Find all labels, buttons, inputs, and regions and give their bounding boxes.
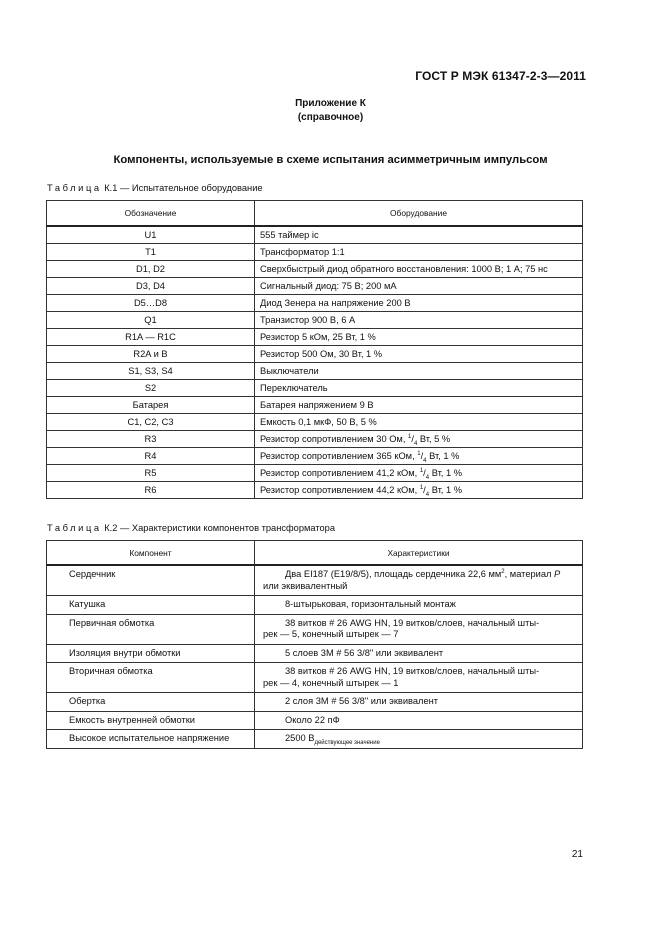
- table-row: [47, 693, 583, 712]
- transformer-components-table: [46, 540, 583, 749]
- core-text-c: или эквивалентный: [263, 580, 348, 591]
- table2-caption-label: Таблица: [47, 523, 102, 533]
- table-row: [47, 380, 583, 397]
- component-cell: Первичная обмотка: [47, 614, 255, 644]
- table-row-voltage: [47, 730, 583, 749]
- column-header-designation: Обозначение: [47, 201, 255, 227]
- component-cell: Изоляция внутри обмотки: [47, 644, 255, 663]
- table2-caption-text: К.2 — Характеристики компонентов трансформатора: [104, 523, 336, 533]
- table-row: [47, 448, 583, 465]
- equipment-cell: Выключатели: [255, 363, 583, 380]
- equipment-cell: Резистор сопротивлением 30 Ом, $^1/_4$ Вт, 5 %: [255, 431, 583, 448]
- designation-cell: R6: [47, 482, 255, 499]
- test-equipment-table: [46, 200, 583, 499]
- characteristics-cell: [255, 614, 583, 644]
- designation-cell: D1, D2: [47, 261, 255, 278]
- characteristics-line-1: 5 слоев 3М # 56 3/8" или эквивалент: [285, 647, 444, 658]
- fraction-denominator: 4: [425, 491, 430, 498]
- characteristics-line-1: 2 слоя 3М # 56 3/8" или эквивалент: [285, 696, 439, 706]
- characteristics-line-1: 8-штырьковая, горизонтальный монтаж: [285, 599, 456, 609]
- table2-caption: [47, 523, 335, 533]
- core-material: P: [554, 569, 561, 579]
- component-cell: Обертка: [47, 693, 255, 712]
- characteristics-line-1: 38 витков # 26 AWG HN, 19 витков/слоев, начальный шты-: [285, 617, 540, 628]
- table-row: [47, 329, 583, 346]
- equipment-cell: Емкость 0,1 мкФ, 50 В, 5 %: [255, 414, 583, 431]
- voltage-value: 2500 В: [285, 733, 315, 743]
- equipment-cell: Диод Зенера на напряжение 200 В: [255, 295, 583, 312]
- annex-title: Приложение К: [295, 98, 366, 109]
- table-row: [47, 663, 583, 693]
- characteristics-cell: [255, 596, 583, 615]
- resistor-text: Резистор сопротивлением 44,2 кОм,: [260, 485, 420, 495]
- fraction-denominator: 4: [423, 457, 427, 464]
- table-row: [47, 261, 583, 278]
- equipment-cell: Резистор сопротивлением 365 кОм, $^1/_4$ Вт, 1 %: [255, 448, 583, 465]
- table-row: [47, 482, 583, 499]
- annex-type: (справочное): [297, 112, 364, 123]
- table-row: [47, 465, 583, 482]
- resistor-tail: Вт, 1 %: [426, 451, 460, 461]
- core-superscript: 2: [501, 568, 505, 575]
- table-header-row: [47, 201, 583, 227]
- resistor-tail: Вт, 1 %: [429, 485, 462, 495]
- equipment-cell: Резистор 5 кОм, 25 Вт, 1 %: [255, 329, 583, 346]
- designation-cell: R5: [47, 465, 255, 482]
- column-header-component: Компонент: [47, 541, 255, 566]
- designation-cell: R3: [47, 431, 255, 448]
- fraction-numerator: 1: [419, 467, 424, 474]
- table-row: [47, 414, 583, 431]
- component-cell: Высокое испытательное напряжение: [47, 730, 255, 749]
- equipment-cell: Резистор сопротивлением 44,2 кОм, $^1/_4$ Вт, 1 %: [255, 482, 583, 499]
- characteristics-cell: [255, 711, 583, 730]
- table-row-core: [47, 565, 583, 596]
- fraction-numerator: 1: [408, 433, 412, 440]
- fraction-denominator: 4: [425, 474, 430, 481]
- equipment-cell: Резистор сопротивлением 41,2 кОм, $^1/_4$ Вт, 1 %: [255, 465, 583, 482]
- characteristics-cell: [255, 565, 583, 596]
- characteristics-line-1: 38 витков # 26 AWG HN, 19 витков/слоев, начальный шты-: [285, 666, 540, 676]
- designation-cell: S2: [47, 380, 255, 397]
- table-row: [47, 644, 583, 663]
- table-row: [47, 614, 583, 644]
- table-row: [47, 244, 583, 261]
- component-cell: Катушка: [47, 596, 255, 615]
- designation-cell: D5…D8: [47, 295, 255, 312]
- designation-cell: C1, C2, C3: [47, 414, 255, 431]
- component-cell: Вторичная обмотка: [47, 663, 255, 693]
- resistor-tail: Вт, 5 %: [417, 434, 451, 444]
- designation-cell: U1: [47, 226, 255, 244]
- component-cell: Емкость внутренней обмотки: [47, 711, 255, 730]
- table-row: [47, 226, 583, 244]
- equipment-cell: Сверхбыстрый диод обратного восстановления: 1000 В; 1 А; 75 нс: [255, 261, 583, 278]
- designation-cell: Батарея: [47, 397, 255, 414]
- characteristics-cell: [255, 663, 583, 693]
- equipment-cell: 555 таймер ic: [255, 226, 583, 244]
- designation-cell: R2A и B: [47, 346, 255, 363]
- designation-cell: T1: [47, 244, 255, 261]
- fraction-denominator: 4: [413, 440, 418, 447]
- table1-caption-label: Таблица: [47, 183, 102, 193]
- characteristics-cell: [255, 644, 583, 663]
- characteristics-cell: [255, 730, 583, 749]
- fraction-numerator: 1: [417, 450, 421, 457]
- page-number: 21: [571, 849, 583, 860]
- column-header-equipment: Оборудование: [255, 201, 583, 227]
- designation-cell: R1A — R1C: [47, 329, 255, 346]
- table-row: [47, 711, 583, 730]
- table1-caption-text: К.1 — Испытательное оборудование: [104, 183, 263, 193]
- designation-cell: Q1: [47, 312, 255, 329]
- fraction-numerator: 1: [419, 484, 424, 491]
- table-row: [47, 397, 583, 414]
- equipment-cell: Переключатель: [255, 380, 583, 397]
- voltage-subscript: действующее значение: [314, 739, 380, 746]
- table-row: [47, 278, 583, 295]
- component-cell: Сердечник: [47, 565, 255, 596]
- table-row: [47, 295, 583, 312]
- table1-caption: [47, 183, 263, 193]
- designation-cell: D3, D4: [47, 278, 255, 295]
- table-header-row: [47, 541, 583, 566]
- equipment-cell: Трансформатор 1:1: [255, 244, 583, 261]
- characteristics-line-1: Около 22 пФ: [285, 714, 340, 725]
- designation-cell: S1, S3, S4: [47, 363, 255, 380]
- equipment-cell: Сигнальный диод: 75 В; 200 мА: [255, 278, 583, 295]
- table-row: [47, 312, 583, 329]
- equipment-cell: Резистор 500 Ом, 30 Вт, 1 %: [255, 346, 583, 363]
- designation-cell: R4: [47, 448, 255, 465]
- section-heading: Компоненты, используемые в схеме испытания асимметричным импульсом: [113, 154, 548, 166]
- equipment-cell: Транзистор 900 В, 6 А: [255, 312, 583, 329]
- resistor-text: Резистор сопротивлением 41,2 кОм,: [260, 468, 420, 478]
- characteristics-line-2: рек — 4, конечный штырек — 1: [263, 677, 399, 688]
- table-row: [47, 346, 583, 363]
- document-standard-number: ГОСТ Р МЭК 61347-2-3—2011: [415, 69, 586, 83]
- resistor-tail: Вт, 1 %: [429, 468, 462, 478]
- characteristics-line-2: рек — 5, конечный штырек — 7: [263, 629, 399, 639]
- annex-title-block: [0, 97, 661, 125]
- core-text-a: Два EI187 (E19/8/5), площадь сердечника 22,6 мм: [285, 569, 502, 579]
- table-row: [47, 431, 583, 448]
- core-text-b: , материал: [504, 569, 555, 579]
- resistor-text: Резистор сопротивлением 365 кОм,: [260, 451, 418, 461]
- characteristics-cell: [255, 693, 583, 712]
- equipment-cell: Батарея напряжением 9 В: [255, 397, 583, 414]
- resistor-text: Резистор сопротивлением 30 Ом,: [260, 434, 408, 444]
- table-row: [47, 363, 583, 380]
- column-header-characteristics: Характеристики: [255, 541, 583, 566]
- table-row: [47, 596, 583, 615]
